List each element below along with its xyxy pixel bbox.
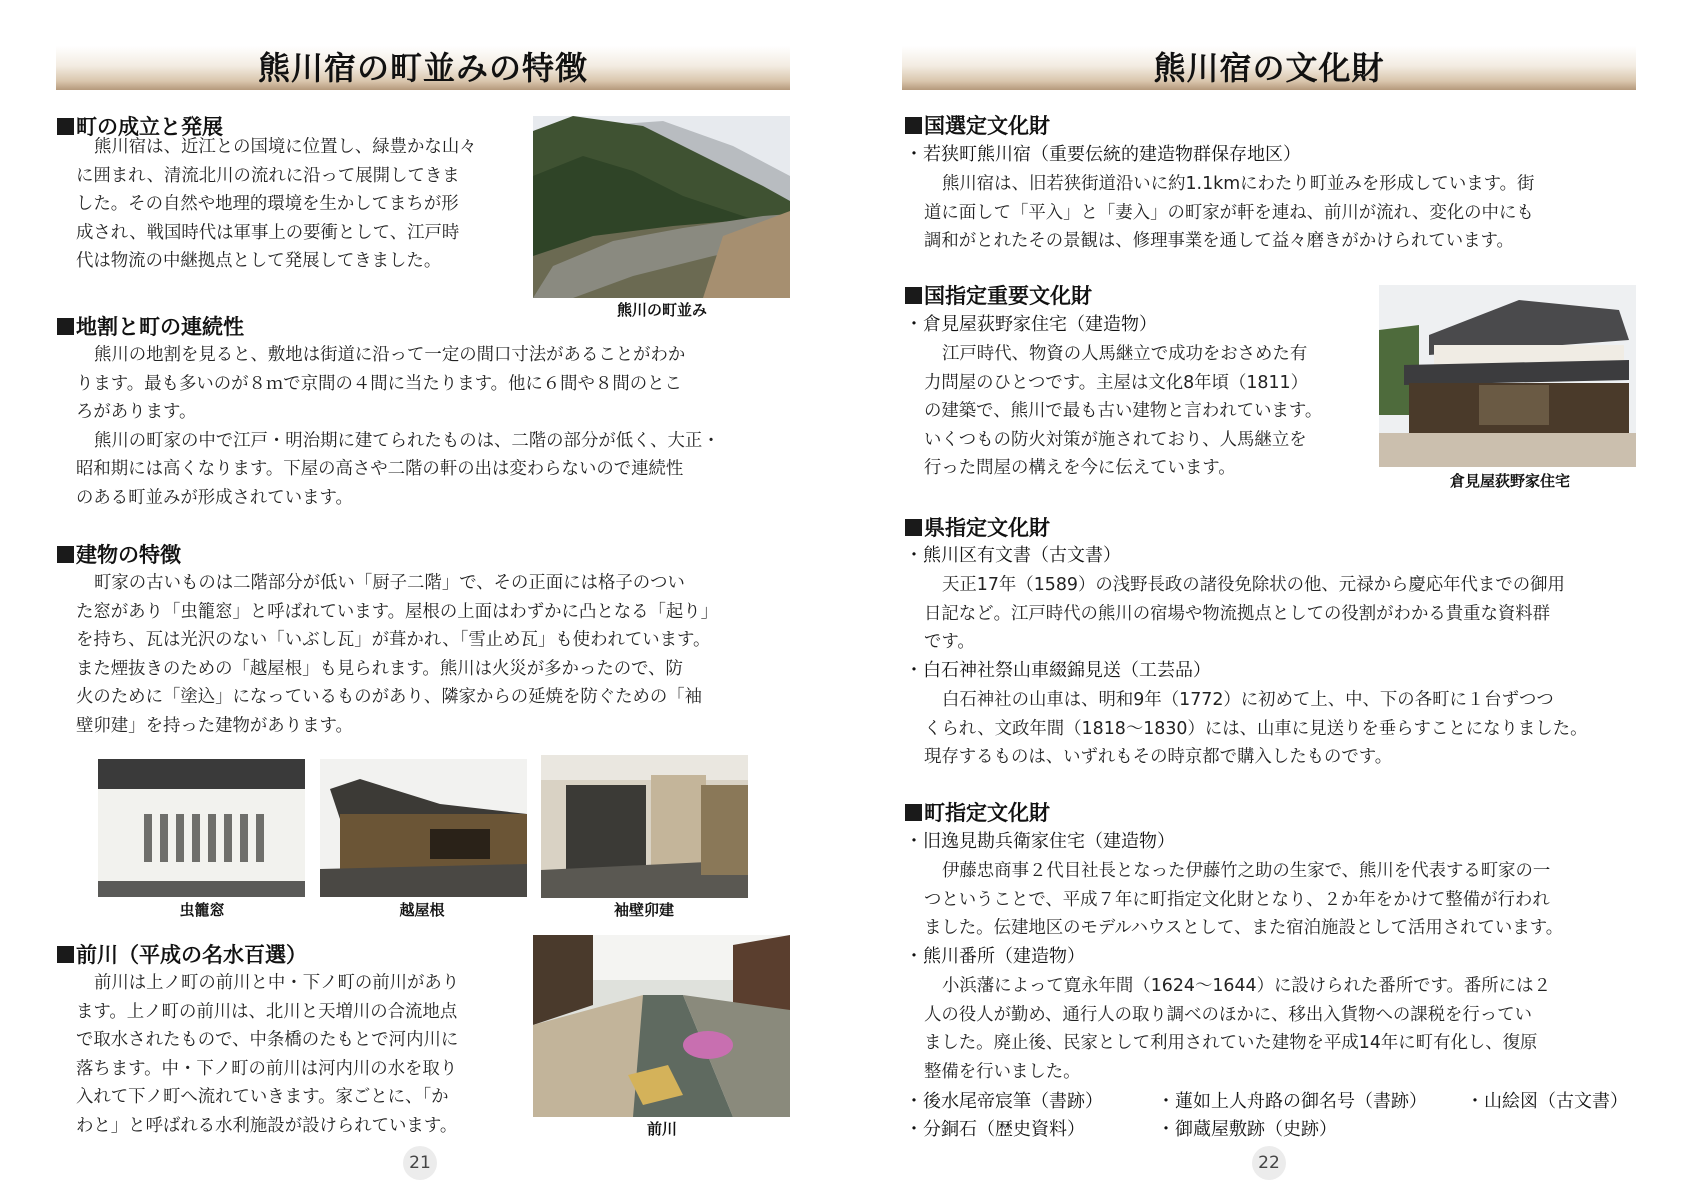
paragraph-maekawa: 前川は上ノ町の前川と中・下ノ町の前川があり ます。上ノ町の前川は、北川と天増川の合流地点 で取水されたもので、中条橋のたもとで河内川に 落ちます。中・下ノ町の前川は河内川の水を取り 入れて下ノ町へ流れていきます。家ごとに、「か わと」と呼ばれる水利施設が設けられています。 xyxy=(76,973,460,1136)
paragraph-henmi-house: 伊藤忠商事２代目社長となった伊藤竹之助の生家で、熊川を代表する町家の一 つということで、平成７年に町指定文化財となり、２か年をかけて整備が行われ ました。伝建地区のモデルハウスとして、また宿泊施設として活用されています。 xyxy=(924,861,1564,939)
photo-sodekabe-udatsu xyxy=(541,755,748,898)
list-item-rennyo: ・蓮如上人舟路の御名号（書跡） xyxy=(1157,1091,1427,1112)
caption-kuramiya-ogino: 倉見屋荻野家住宅 xyxy=(1449,472,1570,490)
caption-koshi-yane: 越屋根 xyxy=(399,901,445,919)
paragraph-land-division: 熊川の地割を見ると、敷地は街道に沿って一定の間口寸法があることがわか ります。最も多いのが８ｍで京間の４間に当たります。他に６間や８間のとこ ろがあります。 熊川の町家の中で江戸・明治期に建てられたものは、二階の部分が低く、大正・ 昭和期には高くなります。下屋の高さや二階の軒の出は変わらないので連続性 のある町並みが形成されています。 xyxy=(76,345,720,508)
section-heading-prefectural: 県指定文化財 xyxy=(905,515,1050,541)
item-henmi-house: ・旧逸見勘兵衛家住宅（建造物） xyxy=(905,831,1175,852)
list-item-fundoishi: ・分銅石（歴史資料） xyxy=(905,1119,1085,1140)
right-page xyxy=(842,0,1684,1191)
page-number: 22 xyxy=(1252,1146,1286,1180)
caption-mushiko-window: 虫籠窓 xyxy=(179,901,225,919)
photo-maekawa-stream xyxy=(533,935,790,1117)
caption-maekawa: 前川 xyxy=(646,1120,677,1138)
paragraph-shiraishi-float: 白石神社の山車は、明和9年（1772）に初めて上、中、下の各町に１台ずつつ くられ、文政年間（1818〜1830）には、山車に見送りを垂らすことになりました。 現存するものは、いずれもその時京都で購入したものです。 xyxy=(924,690,1588,768)
square-bullet-icon xyxy=(57,946,74,963)
square-bullet-icon xyxy=(905,519,922,536)
item-shiraishi-float: ・白石神社祭山車綴錦見送（工芸品） xyxy=(905,660,1211,681)
caption-townscape: 熊川の町並み xyxy=(616,301,707,319)
list-item-yamaezu: ・山絵図（古文書） xyxy=(1466,1091,1628,1112)
square-bullet-icon xyxy=(905,287,922,304)
square-bullet-icon xyxy=(57,546,74,563)
caption-sodekabe-udatsu: 袖壁卯建 xyxy=(613,901,674,919)
page-number: 21 xyxy=(403,1146,437,1180)
square-bullet-icon xyxy=(905,804,922,821)
section-heading-national-important: 国指定重要文化財 xyxy=(905,283,1092,309)
item-kumagawa-bansho: ・熊川番所（建造物） xyxy=(905,946,1085,967)
section-heading-town-development: 町の成立と発展 xyxy=(57,114,223,140)
section-heading-national-selected: 国選定文化財 xyxy=(905,113,1050,139)
section-heading-maekawa: 前川（平成の名水百選） xyxy=(57,942,307,968)
photo-kumagawa-townscape xyxy=(533,116,790,298)
paragraph-kumagawa-bansho: 小浜藩によって寛永年間（1624〜1644）に設けられた番所です。番所には２ 人の役人が勤め、通行人の取り調べのほかに、移出入貨物への課税を行ってい ました。廃止後、民家として利用されていた建物を平成14年に町有化し、復原 整備を行いました。 xyxy=(924,976,1551,1082)
list-item-gomizunoo: ・後水尾帝宸筆（書跡） xyxy=(905,1091,1103,1112)
square-bullet-icon xyxy=(57,118,74,135)
paragraph-kuramiya-ogino: 江戸時代、物資の人馬継立で成功をおさめた有 力問屋のひとつです。主屋は文化8年頃（1811） の建築で、熊川で最も古い建物と言われています。 いくつもの防火対策が施されており、人馬継立を 行った問屋の構えを今に伝えています。 xyxy=(924,344,1323,479)
page-title: 熊川宿の町並みの特徴 xyxy=(56,46,790,90)
item-kuramiya-ogino: ・倉見屋荻野家住宅（建造物） xyxy=(905,314,1157,335)
photo-koshi-yane xyxy=(320,759,527,897)
page-title: 熊川宿の文化財 xyxy=(902,46,1636,90)
section-heading-land-division: 地割と町の連続性 xyxy=(57,314,244,340)
list-item-okura-yashiki: ・御蔵屋敷跡（史跡） xyxy=(1157,1119,1337,1140)
photo-kuramiya-ogino xyxy=(1379,285,1636,467)
paragraph-town-development: 熊川宿は、近江との国境に位置し、緑豊かな山々 に囲まれ、清流北川の流れに沿って展開してきま した。その自然や地理的環境を生かしてまちが形 成され、戦国時代は軍事上の要衝として、江戸時 代は物流の中継拠点として発展してきました。 xyxy=(76,137,477,272)
paragraph-kumagawa-documents: 天正17年（1589）の浅野長政の諸役免除状の他、元禄から慶応年代までの御用 日記など。江戸時代の熊川の宿場や物流拠点としての役割がわかる貴重な資料群 です。 xyxy=(924,575,1565,653)
photo-mushiko-window xyxy=(98,759,305,897)
section-heading-building-features: 建物の特徴 xyxy=(57,542,181,568)
paragraph-wakasa-kumagawa: 熊川宿は、旧若狭街道沿いに約1.1kmにわたり町並みを形成しています。街 道に面して「平入」と「妻入」の町家が軒を連ね、前川が流れ、変化の中にも 調和がとれたその景観は、修理事業を通して益々磨きがかけられています。 xyxy=(924,174,1535,252)
square-bullet-icon xyxy=(905,117,922,134)
square-bullet-icon xyxy=(57,318,74,335)
item-kumagawa-documents: ・熊川区有文書（古文書） xyxy=(905,545,1121,566)
paragraph-building-features: 町家の古いものは二階部分が低い「厨子二階」で、その正面には格子のつい た窓があり「虫籠窓」と呼ばれています。屋根の上面はわずかに凸となる「起り」 を持ち、瓦は光沢のない「いぶし瓦」が葺かれ、「雪止め瓦」も使われています。 また煙抜きのための「越屋根」も見られます。熊川は火災が多かったので、防 火のために「塗込」になっているものがあり、隣家からの延焼を防ぐための「袖 壁卯建」を持った建物があります。 xyxy=(76,573,719,736)
section-heading-town: 町指定文化財 xyxy=(905,800,1050,826)
item-wakasa-kumagawa: ・若狭町熊川宿（重要伝統的建造物群保存地区） xyxy=(905,144,1301,165)
